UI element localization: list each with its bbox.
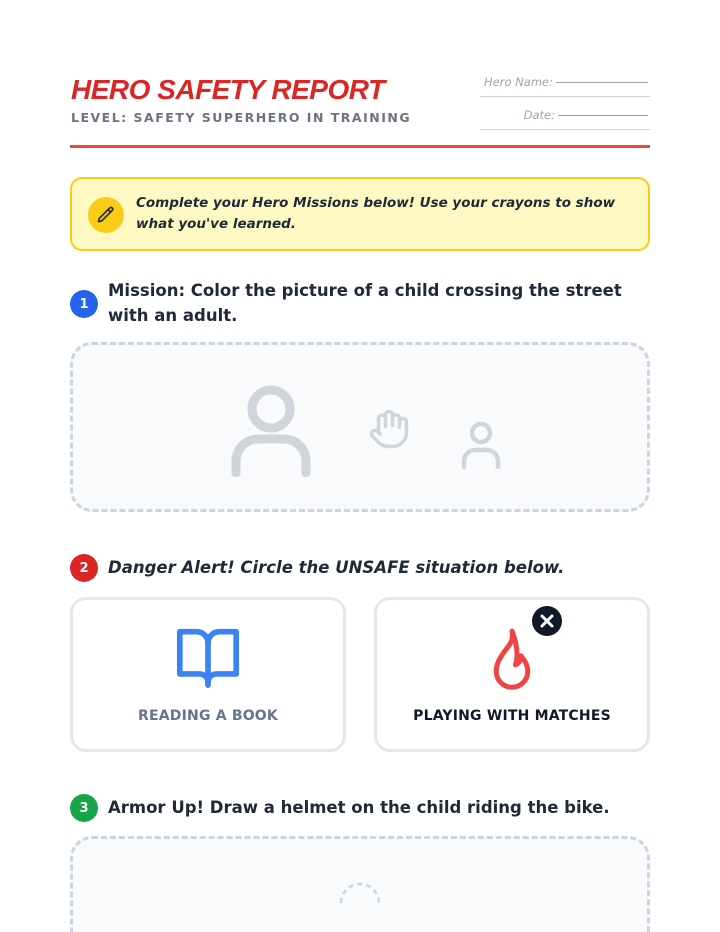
x-icon [532,606,562,636]
hero-name-label: Hero Name: [484,75,553,89]
header-divider [70,145,650,148]
drawing-area-helmet[interactable] [70,836,650,932]
date-label: Date: [523,108,555,122]
book-icon [174,626,242,688]
date-field[interactable] [480,108,650,130]
instruction-text: Complete your Hero Missions below! Use your crayons to show what you've learned. [136,195,616,232]
date-blank [558,115,648,116]
choice-label-reading: READING A BOOK [138,708,278,724]
hero-name-field[interactable] [480,75,650,97]
choice-card-matches[interactable] [374,597,650,752]
instruction-note [70,177,650,251]
section-1-heading: Mission: Color the picture of a child crossing the street with an adult. [108,281,622,325]
pencil-icon [88,197,124,233]
section-2-number: 2 [70,554,98,582]
hero-name-blank [556,82,648,83]
level-subtitle: LEVEL: SAFETY SUPERHERO IN TRAINING [71,110,412,125]
section-2-heading: Danger Alert! Circle the UNSAFE situation below. [108,558,565,577]
section-3-number: 3 [70,794,98,822]
hand-icon [368,407,410,451]
helmet-placeholder-icon [337,875,383,905]
section-1-number: 1 [70,290,98,318]
page-title: HERO SAFETY REPORT [71,74,385,105]
fire-icon [485,626,539,690]
child-icon [460,419,502,469]
choice-label-matches: PLAYING WITH MATCHES [413,708,611,724]
adult-icon [231,381,311,477]
coloring-area-crossing[interactable] [70,342,650,512]
choice-card-reading[interactable] [70,597,346,752]
section-3-heading: Armor Up! Draw a helmet on the child riding the bike. [108,798,610,817]
